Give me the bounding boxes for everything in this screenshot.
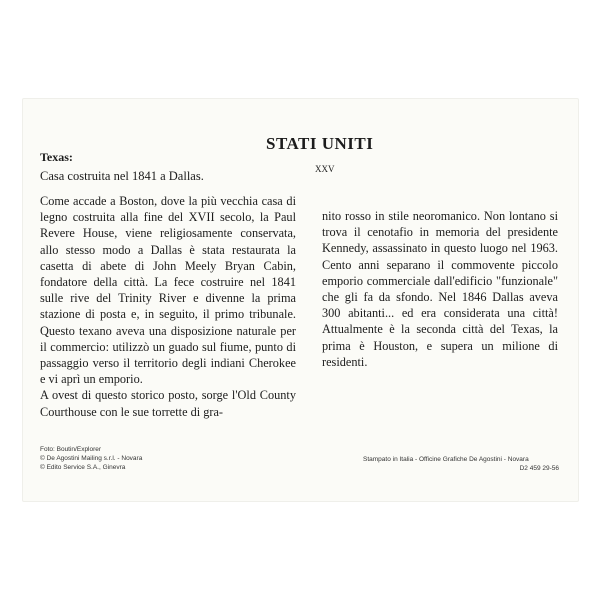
paragraph-2: A ovest di questo storico posto, sorge l'Old County Courthouse con le sue torrette di gra- xyxy=(40,388,296,419)
printed-in: Stampato in Italia - Officine Grafiche De Agostini - Novara xyxy=(363,456,529,463)
product-code: D2 459 29-56 xyxy=(519,465,559,472)
printer-info xyxy=(363,455,559,473)
text-column-left xyxy=(40,193,296,420)
copyright-line-2: © Edito Service S.A., Ginevra xyxy=(40,464,126,471)
photo-credits xyxy=(40,445,142,472)
copyright-line-1: © De Agostini Mailing s.r.l. - Novara xyxy=(40,455,143,462)
text-column-right xyxy=(322,208,558,370)
card-subtitle: Casa costruita nel 1841 a Dallas. xyxy=(40,169,204,183)
card-title: STATI UNITI xyxy=(266,134,374,153)
paragraph-1: Come accade a Boston, dove la più vecchia casa di legno costruita alla fine del XVII secolo, la Paul Revere House, viene religiosamente conservata, allo stesso modo a Dallas è stata restaurata la casetta di abete di John Meely Bryan Cabin, fondatore della città. La fece costruire nel 1841 sulle rive del Trinity River e divenne la prima stazione di posta e, in seguito, il primo tribunale. Questo texano aveva una disposizione naturale per il commercio: utilizzò un guado sul fiume, punto di passaggio verso il territorio degli indiani Cherokee e vi aprì un emporio. xyxy=(40,194,296,387)
photo-credit: Foto: Boutin/Explorer xyxy=(40,446,102,453)
region-heading: Texas: xyxy=(40,150,73,164)
paragraph-3: nito rosso in stile neoromanico. Non lontano si trova il cenotafio in memoria del presidente Kennedy, assassinato in questo luogo nel 1963. Cento anni separano il commovente piccolo emporio commerciale dall'edificio "funzionale" che gli fa da sfondo. Nel 1846 Dallas aveva 300 abitanti... ed era considerata una città! Attualmente è la seconda città del Texas, la prima è Houston, e supera un milione di residenti. xyxy=(322,209,558,369)
postcard-back xyxy=(22,98,579,502)
card-number: XXV xyxy=(315,164,335,174)
